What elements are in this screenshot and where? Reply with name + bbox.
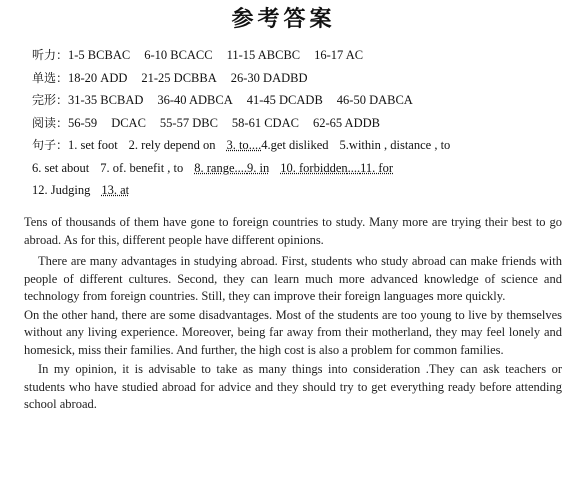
answer-group: 31-35 BCBAD (68, 93, 144, 107)
listening-answers (32, 44, 562, 67)
sentence-answer: 12. Judging (32, 183, 91, 197)
sentence-answers-line-3 (32, 179, 562, 202)
answer-group: 55-57 DBC (159, 115, 218, 130)
sentence-answer: 5.within , distance , to (339, 138, 451, 152)
sentence-answer: 1. set foot (68, 138, 118, 152)
answer-group: 1-5 BCBAC (68, 48, 131, 62)
answer-group: 41-45 DCADB (246, 93, 323, 107)
answer-group: 6-10 BCACC (144, 48, 213, 62)
sentence-answer: 6. set about (32, 160, 90, 175)
answer-group: 58-61 CDAC (231, 115, 299, 130)
answer-group: 11-15 ABCBC (226, 48, 301, 62)
sentence-answer: 10. forbidden (280, 160, 348, 175)
sentence-answer: 13. at (101, 183, 130, 197)
answer-group: 18-20 ADD (68, 70, 128, 85)
answer-key (32, 44, 562, 202)
essay-paragraph: On the other hand, there are some disadvantages. Most of the students are too young to live by themselves without any living experience. Moreover, being far away from their motherland, they may feel lonely and homesick, miss their families. And further, the high cost is also a problem for common families. (24, 307, 562, 357)
sentence-answer: 2. rely depend on (128, 138, 216, 152)
sentence-answer: 9. in (247, 160, 270, 175)
answer-group: 16-17 AC (314, 48, 364, 62)
answer-group: 56-59 (68, 115, 98, 130)
reading-label: 阅读： (32, 115, 69, 130)
cloze-answers (32, 89, 562, 112)
sample-essay (24, 214, 562, 414)
sentence-answers-line-1: 句子：1. set foot 2. rely depend on 3. to....4.get disliked 5.within , distance , to (32, 138, 451, 152)
sentence-answer: 7. of. benefit , to (100, 160, 184, 175)
cloze-label: 完形： (32, 93, 69, 107)
sentence-answer: 11. for (360, 160, 393, 175)
reading-answers (32, 112, 562, 135)
answer-group: 46-50 DABCA (336, 93, 413, 107)
sentence-answers-line-2: 6. set about 7. of. benefit , to 8. range....9. in 10. forbidden....11. for (32, 160, 393, 175)
answer-group: 36-40 ADBCA (157, 93, 233, 107)
sentences-label: 句子： (32, 138, 69, 152)
essay-paragraph: There are many advantages in studying abroad. First, students who study abroad can make friends with people of different cultures. Second, they can learn much more advanced knowledge of science and technology from foreign countries. Still, they can improve their foreign languages more quickly. (24, 254, 562, 303)
answer-group: 26-30 DADBD (230, 70, 308, 85)
answer-group: 21-25 DCBBA (141, 70, 217, 85)
essay-paragraph: Tens of thousands of them have gone to foreign countries to study. Many more are trying their best to go abroad. As for this, different people have different opinions. (24, 215, 562, 247)
sentence-answer: 3. to (226, 138, 249, 152)
single-choice-answers (32, 67, 562, 90)
page-title: 参考答案 (231, 7, 336, 32)
sentence-answer: 4.get disliked (261, 138, 329, 152)
essay-paragraph: In my opinion, it is advisable to take as many things into consideration .They can ask teachers or students who have studied abroad for advice and they should try to get everything ready before attending school abroad. (24, 362, 562, 411)
listening-label: 听力： (32, 48, 69, 62)
sentence-answer: 8. range (194, 160, 235, 175)
answer-group: 62-65 ADDB (312, 115, 380, 130)
answer-group: DCAC (111, 115, 146, 130)
single-choice-label: 单选： (32, 70, 69, 85)
